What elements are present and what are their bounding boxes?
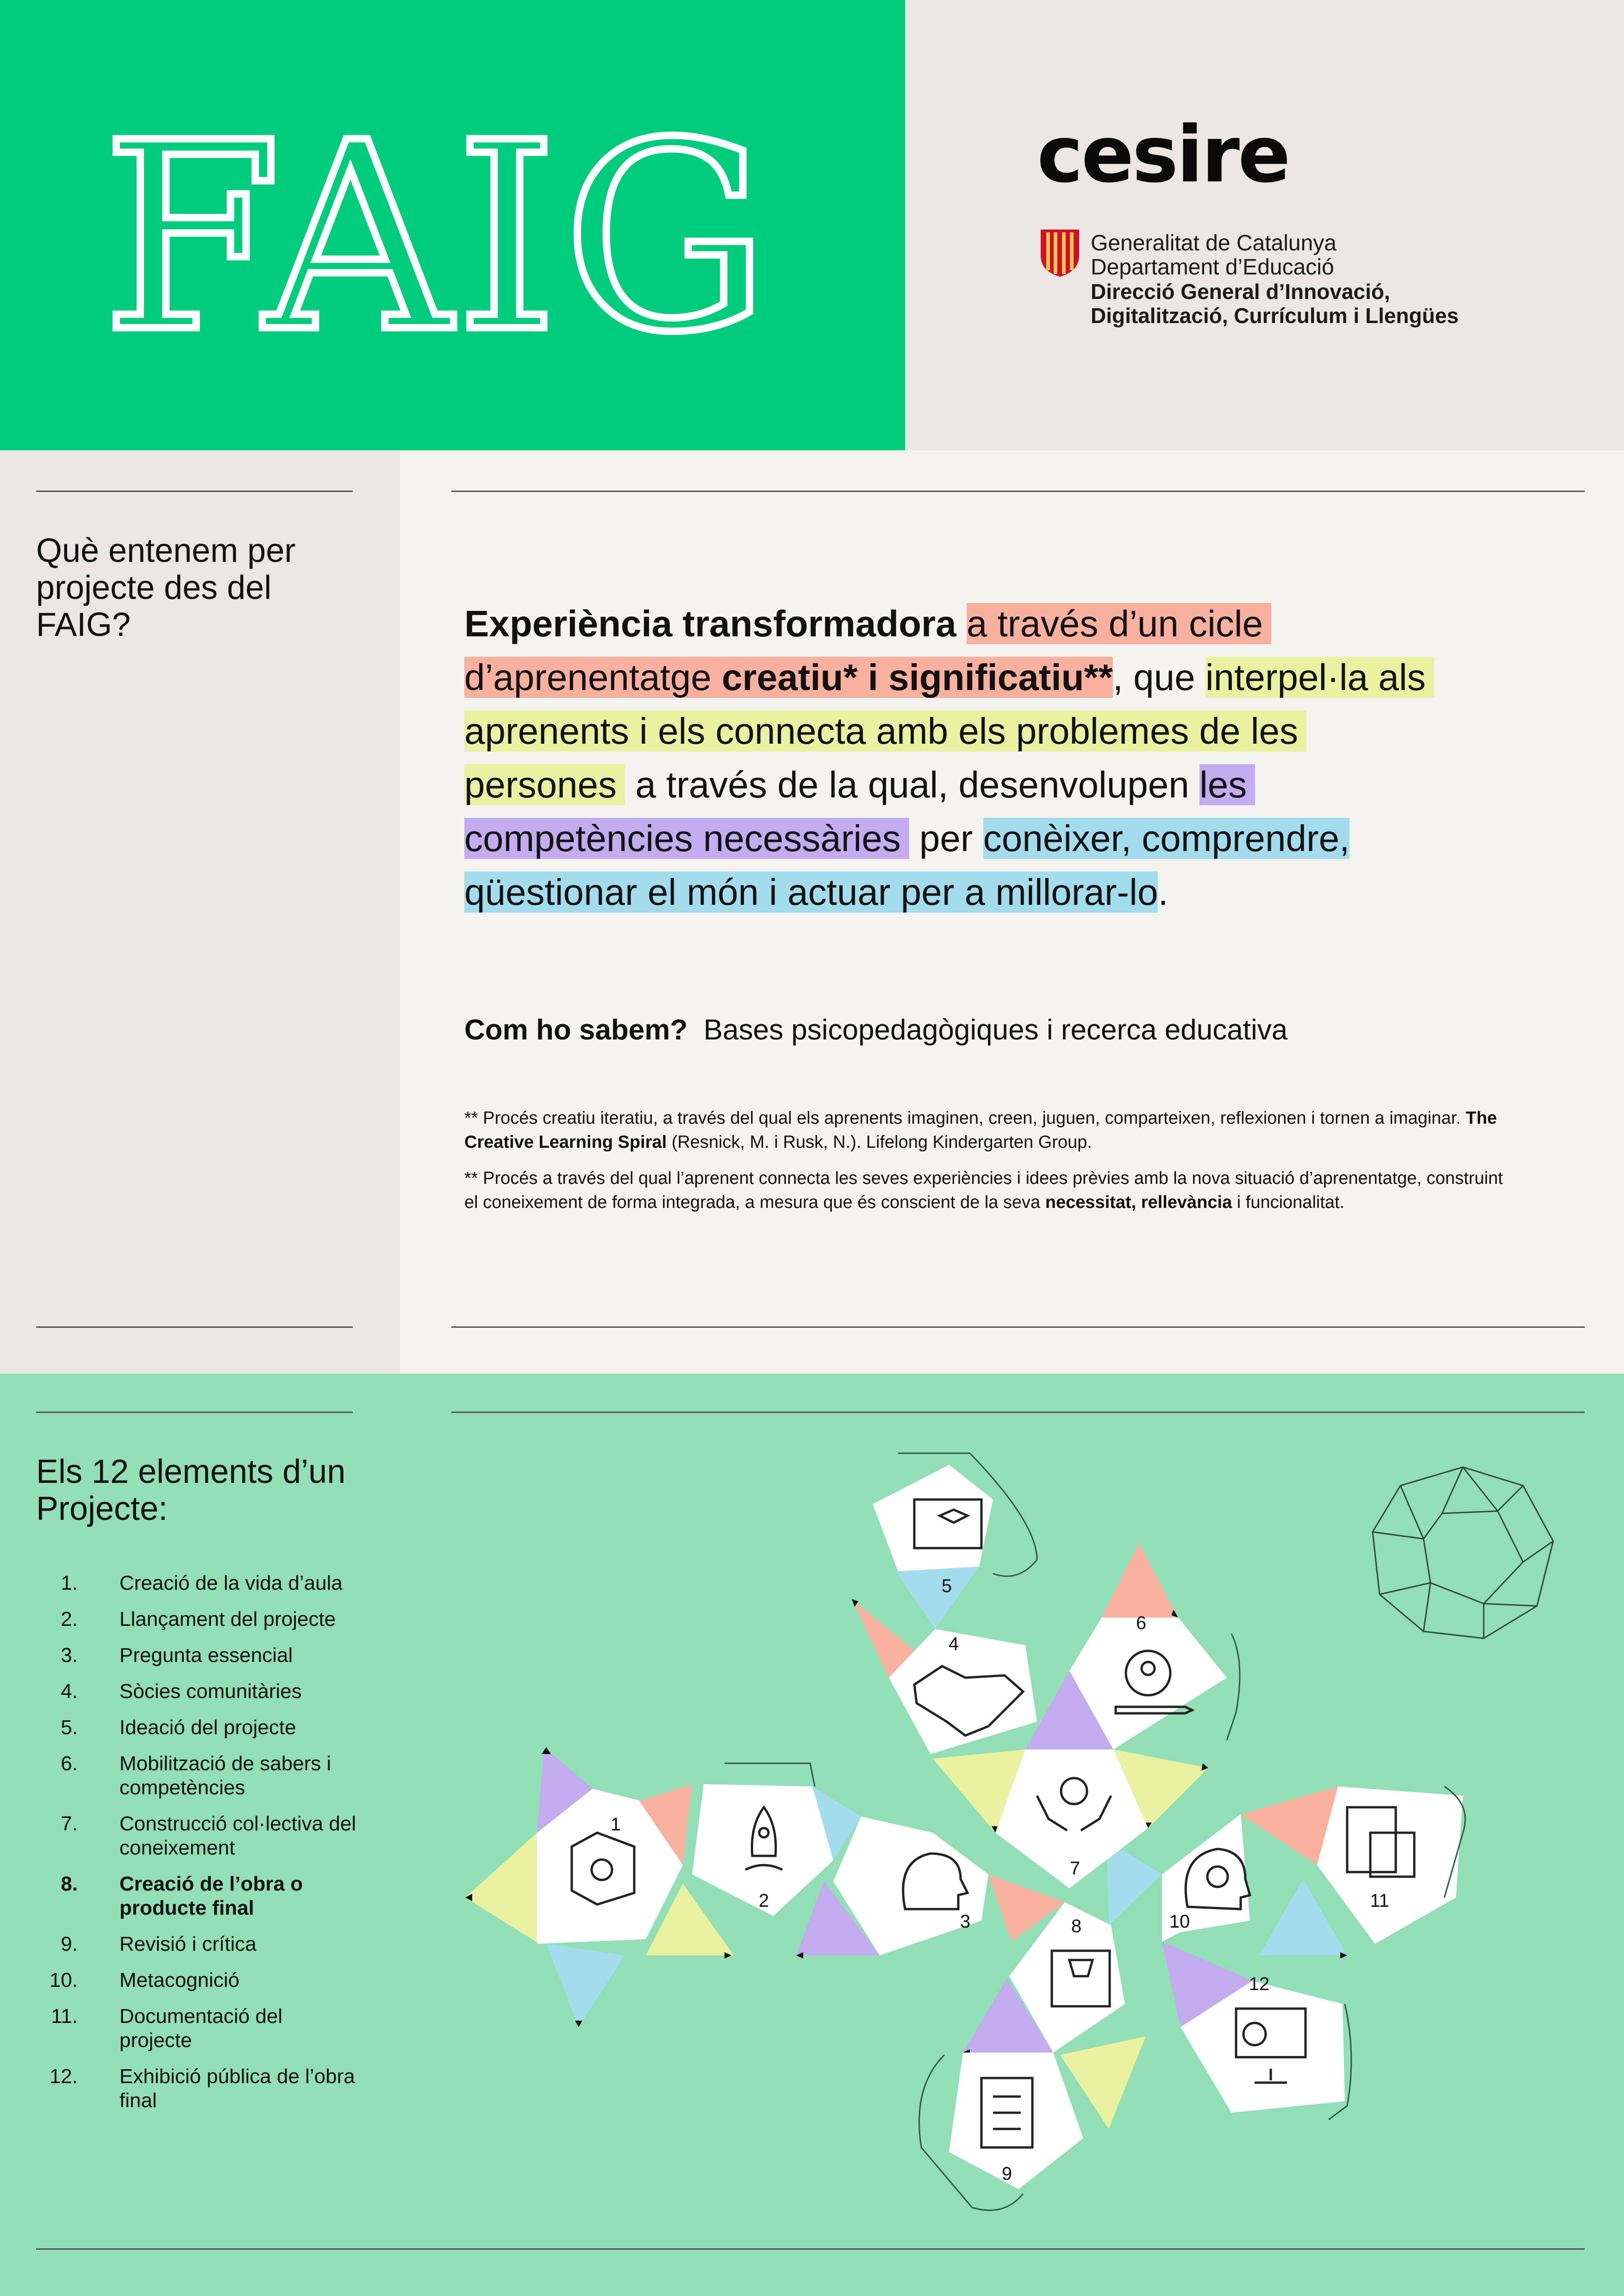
net-label-7: 7 xyxy=(1069,1858,1081,1879)
list-item-label: Revisió i crítica xyxy=(119,1933,256,1955)
list-item-number: 10. xyxy=(49,1969,78,1991)
statement-bold-lead: Experiència transformadora xyxy=(464,603,956,644)
statement-pink-bold: creatiu* i significatiu** xyxy=(722,657,1113,698)
gencat-line-2: Departament d’Educació xyxy=(1091,255,1334,280)
list-item-number: 6. xyxy=(61,1752,78,1775)
gencat-line-4: Digitalització, Currículum i Llengües xyxy=(1091,304,1459,328)
list-item xyxy=(36,2065,360,2113)
list-item-label: Mobilització de sabers i competències xyxy=(119,1752,331,1799)
statement-yellow-3: persones xyxy=(464,764,625,805)
list-item-number: 2. xyxy=(61,1608,78,1630)
net-label-2: 2 xyxy=(758,1891,769,1911)
gencat-line-3: Direcció General d’Innovació, xyxy=(1091,280,1390,304)
how-label: Com ho sabem? xyxy=(464,1014,688,1046)
statement-blue-2: qüestionar el món i actuar per a millorar-lo xyxy=(464,871,1158,913)
statement-pink-text: d’aprenentatge xyxy=(464,657,722,698)
list-item-label: Creació de l’obra o producte final xyxy=(119,1873,303,1919)
dodecahedron-wireframe-icon xyxy=(1366,1460,1560,1645)
list-item-number: 3. xyxy=(61,1644,78,1667)
gencat-emblem-icon xyxy=(1038,227,1082,279)
pentagon-11 xyxy=(1317,1786,1463,1944)
list-item-number: 8. xyxy=(61,1873,78,1895)
statement-plain-3: per xyxy=(909,818,983,859)
list-item-number: 5. xyxy=(61,1716,78,1739)
footnote-2-text-b: i funcionalitat. xyxy=(1232,1193,1345,1212)
statement-pink-1: a través d’un cicle xyxy=(967,603,1271,644)
list-item-number: 7. xyxy=(61,1812,78,1835)
list-item-number: 9. xyxy=(61,1933,78,1955)
list-item-label: Metacognició xyxy=(119,1969,240,1991)
footnote-2 xyxy=(464,1166,1520,1214)
statement-yellow-1: interpel·la als xyxy=(1206,657,1434,698)
header-grey-panel xyxy=(905,0,1624,450)
list-item xyxy=(36,1643,360,1668)
net-label-5: 5 xyxy=(941,1576,952,1596)
definition-question: Què entenem per projecte des del FAIG? xyxy=(36,532,296,643)
statement-pink-2 xyxy=(464,657,1113,698)
pentagon-4 xyxy=(889,1629,1037,1754)
pentagon-9 xyxy=(949,2053,1083,2189)
statement-plain-1: , que xyxy=(1112,657,1206,698)
elements-title: Els 12 elements d’un Projecte: xyxy=(36,1453,346,1527)
list-item xyxy=(36,1932,360,1956)
footnote-1-bold: The Creative Learning Spiral xyxy=(464,1108,1497,1152)
net-triangle-blue xyxy=(1259,1879,1347,1955)
net-label-1: 1 xyxy=(610,1814,621,1835)
footnote-1 xyxy=(464,1106,1520,1154)
how-we-know xyxy=(464,1014,1287,1046)
pentagon-5 xyxy=(873,1465,993,1571)
divider-elements-main xyxy=(451,1412,1585,1413)
footnote-2-bold: necessitat, rellevància xyxy=(1045,1193,1232,1212)
net-triangle-blue xyxy=(546,1944,625,2027)
faig-logo: FAIG xyxy=(102,87,775,389)
statement-purple-2: competències necessàries xyxy=(464,818,909,859)
net-label-8: 8 xyxy=(1071,1916,1082,1936)
statement-plain-2: a través de la qual, desenvolupen xyxy=(625,764,1199,805)
divider-left-top xyxy=(36,491,353,492)
statement-yellow-2: aprenents i els connecta amb els problemes de les xyxy=(464,710,1306,752)
statement-period: . xyxy=(1158,871,1168,913)
list-item-number: 12. xyxy=(49,2065,78,2088)
net-label-6: 6 xyxy=(1136,1613,1147,1633)
footnote-1-text-a: ** Procés creatiu iteratiu, a través del qual els aprenents imaginen, creen, juguen, comparteixen, reflexionen i tornen a imaginar. xyxy=(464,1108,1466,1128)
cesire-logo: cesire xyxy=(1037,109,1289,200)
list-item-number: 4. xyxy=(61,1680,78,1703)
net-triangle-yellow xyxy=(465,1833,539,1944)
list-item xyxy=(36,1571,360,1595)
list-item xyxy=(36,1968,360,1992)
list-item xyxy=(36,1752,360,1800)
list-item-label: Llançament del projecte xyxy=(119,1608,336,1630)
gencat-line-1: Generalitat de Catalunya xyxy=(1091,231,1337,255)
footnote-2-text-a: ** Procés a través del qual l’aprenent connecta les seves experiències i idees prèvies amb la nova situació d’aprenentatge, construint el coneixement de forma integrada, a mesura que és conscient de la seva xyxy=(464,1169,1503,1212)
how-text: Bases psicopedagògiques i recerca educativa xyxy=(703,1014,1288,1046)
net-label-4: 4 xyxy=(948,1634,959,1654)
list-item xyxy=(36,1607,360,1631)
list-item-label: Sòcies comunitàries xyxy=(119,1680,302,1703)
list-item-label: Documentació del projecte xyxy=(119,2005,283,2052)
net-label-11: 11 xyxy=(1370,1891,1389,1911)
list-item-number: 11. xyxy=(51,2005,78,2028)
definition-statement xyxy=(464,597,1594,919)
divider-main-top xyxy=(451,491,1585,492)
net-label-3: 3 xyxy=(960,1911,971,1932)
list-item xyxy=(36,1680,360,1704)
statement-blue-1: conèixer, comprendre, xyxy=(983,818,1350,859)
divider-main-bottom xyxy=(451,1326,1585,1328)
list-item-label: Creació de la vida d’aula xyxy=(119,1572,343,1594)
net-label-12: 12 xyxy=(1249,1974,1270,1994)
statement-purple-1: les xyxy=(1199,764,1255,805)
list-item xyxy=(36,1716,360,1740)
list-item-highlighted xyxy=(36,1872,360,1920)
net-label-9: 9 xyxy=(1001,2164,1012,2184)
list-item xyxy=(36,1812,360,1860)
net-triangle-pink xyxy=(1102,1543,1178,1618)
divider-left-bottom xyxy=(36,1326,353,1328)
list-item xyxy=(36,2004,360,2053)
elements-list xyxy=(36,1571,360,2125)
list-item-label: Construcció col·lectiva del coneixement xyxy=(119,1812,356,1859)
divider-elements-left xyxy=(36,1412,353,1413)
list-item-label: Pregunta essencial xyxy=(119,1644,293,1667)
list-item-number: 1. xyxy=(61,1572,78,1594)
net-label-10: 10 xyxy=(1169,1911,1190,1932)
net-triangle-blue xyxy=(896,1567,979,1629)
list-item-label: Exhibició pública de l’obra final xyxy=(119,2065,355,2112)
footnote-1-text-b: (Resnick, M. i Rusk, N.). Lifelong Kindergarten Group. xyxy=(667,1132,1092,1152)
list-item-label: Ideació del projecte xyxy=(119,1716,296,1739)
divider-footer xyxy=(36,2248,1585,2250)
